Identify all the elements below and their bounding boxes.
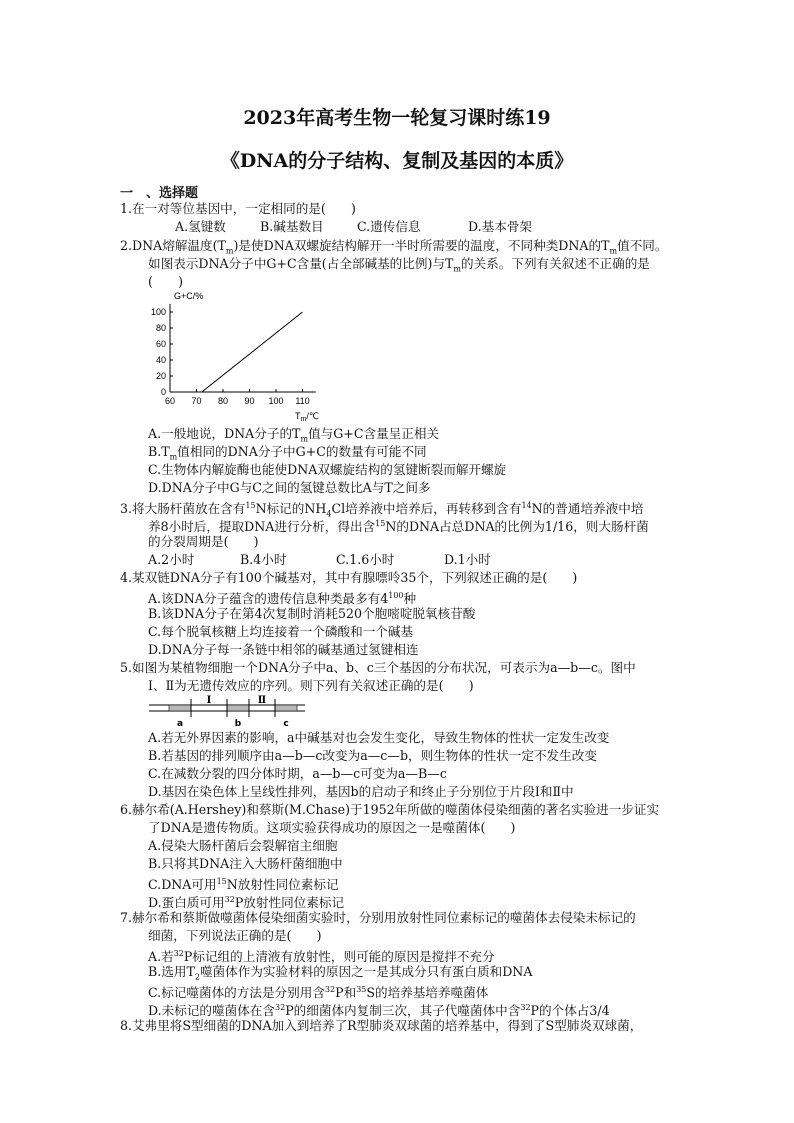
- gene-c-segment: [275, 705, 297, 711]
- q4-option-c: C.每个脱氧核糖上均连接着一个磷酸和一个碱基: [148, 624, 414, 639]
- q3-option-d: D.1小时: [444, 552, 491, 567]
- q6-option-d: D.蛋白质可用$^{32}$P放射性同位素标记: [148, 895, 345, 911]
- q5-option-b: B.若基因的排列顺序由a—b—c改变为a—c—b，则生物体的性状一定不发生改变: [148, 748, 597, 763]
- q2-option-c: C.生物体内解旋酶也能使DNA双螺旋结构的氢键断裂而解开螺旋: [148, 462, 507, 477]
- q2-option-b: $B.T_m$值相同的DNA分子中G+C的数量有可能不同: [148, 444, 427, 462]
- q2-option-d: D.DNA分子中G与C之间的氢键总数比A与T之间多: [148, 480, 431, 495]
- q7-option-d: D.未标记的噬菌体在含$^{32}$P的细菌体内复制三次，其子代噬菌体中含$^{32}$P的个体占3/4: [148, 1003, 610, 1019]
- q5-stem-line2: Ⅰ、Ⅱ为无遗传效应的序列。则下列有关叙述正确的是( ): [148, 678, 474, 693]
- q1-option-c: C.遗传信息: [357, 219, 421, 234]
- chart-y-tick-label: 40: [155, 355, 166, 365]
- q2-option-a: A.一般地说，DNA分子的$T_m$值与G+C含量呈正相关: [148, 426, 440, 444]
- q2-stem-line1: 2.DNA熔解温度$(T_m)$是使DNA双螺旋结构解开一半时所需要的温度，不同种类DNA的$T_m$值不同。: [120, 238, 668, 256]
- page-subtitle: 《DNA的分子结构、复制及基因的本质》: [220, 150, 574, 172]
- q5-option-a: A.若无外界因素的影响，a中碱基对也会发生变化，导致生物体的性状一定发生改变: [148, 730, 610, 745]
- q3-option-c: C.1.6小时: [336, 552, 395, 567]
- q4-option-d: D.DNA分子每一条链中相邻的碱基通过氢键相连: [148, 642, 419, 657]
- q7-option-b: B.选用$T_2$噬菌体作为实验材料的原因之一是其成分只有蛋白质和DNA: [148, 964, 533, 982]
- q5-option-c: C.在减数分裂的四分体时期，a—b—c可变为a—B—c: [148, 766, 447, 781]
- chart-x-tick-label: 80: [217, 396, 229, 406]
- q1-stem: 1.在一对等位基因中，一定相同的是( ): [120, 201, 356, 216]
- q7-option-a: A.若$^{32}$P标记组的上清液有放射性，则可能的原因是搅拌不充分: [148, 949, 495, 965]
- gene-b-label: b: [234, 719, 242, 729]
- q4-stem: 4.某双链DNA分子有100个碱基对，其中有腺嘌呤35个，下列叙述正确的是( ): [120, 570, 578, 585]
- q5-stem-line1: 5.如图为某植物细胞一个DNA分子中a、b、c三个基因的分布状况，可表示为a—b—c。图中: [120, 660, 636, 675]
- q3-option-a: A.2小时: [148, 552, 195, 567]
- page-title: 2023年高考生物一轮复习课时练19: [243, 107, 551, 129]
- q2-stem-line3: ( ): [148, 274, 184, 289]
- q3-stem-line3: 的分裂周期是( ): [148, 534, 259, 549]
- gene-c-label: c: [283, 719, 289, 729]
- chart-y-tick-label: 0: [160, 387, 166, 397]
- section-heading: 一 、选择题: [120, 186, 199, 201]
- q5-option-d: D.基因在染色体上呈线性排列，基因b的启动子和终止子分别位于片段Ⅰ和Ⅱ中: [148, 784, 574, 799]
- gene-a-label: a: [176, 719, 184, 729]
- chart-x-tick-label: 90: [244, 396, 255, 406]
- gc-tm-chart: [140, 287, 340, 427]
- q3-stem-line1: 3.将大肠杆菌放在含有$^{15}$N标记的$NH_4Cl$培养液中培养后，再转移到含有$^{14}$N的普通培养液中培: [120, 501, 644, 519]
- q6-option-a: A.侵染大肠杆菌后会裂解宿主细胞: [148, 838, 338, 853]
- chart-x-label: $T_m/℃$: [295, 411, 319, 423]
- chart-x-tick-label: 60: [164, 396, 176, 406]
- q8-stem-line1: 8.艾弗里将S型细菌的DNA加入到培养了R型肺炎双球菌的培养基中，得到了S型肺炎双球菌，: [120, 1018, 643, 1033]
- gene-a-segment: [169, 705, 191, 711]
- q6-stem-line1: 6.赫尔希(A.Hershey)和蔡斯(M.Chase)于1952年所做的噬菌体侵染细菌的著名实验进一步证实: [120, 802, 660, 817]
- q6-option-c: C.DNA可用$^{15}$N放射性同位素标记: [148, 877, 339, 893]
- chart-y-tick-label: 80: [155, 323, 166, 333]
- q1-option-a: A.氢键数: [175, 219, 226, 234]
- q7-stem-line2: 细菌，下列说法正确的是( ): [148, 928, 322, 943]
- segment-I-label: Ⅰ: [206, 695, 212, 706]
- segment-II-label: Ⅱ: [257, 695, 267, 706]
- q1-option-b: B.碱基数目: [260, 219, 324, 234]
- chart-x-tick-label: 110: [295, 396, 310, 406]
- gene-map-figure: [145, 694, 310, 730]
- chart-y-tick-label: 20: [155, 371, 166, 381]
- chart-y-label: G+C/%: [174, 291, 204, 301]
- chart-series-line: [202, 312, 303, 392]
- q4-option-a: A.该DNA分子蕴含的遗传信息种类最多有$4^{100}$种: [148, 591, 417, 607]
- q3-stem-line2: 养8小时后，提取DNA进行分析，得出含$^{15}$N的DNA占总DNA的比例为1/16，则大肠杆菌: [148, 519, 649, 535]
- q3-option-b: B.4小时: [240, 552, 287, 567]
- chart-y-tick-label: 60: [155, 339, 166, 349]
- q7-stem-line1: 7.赫尔希和蔡斯做噬菌体侵染细菌实验时，分别用放射性同位素标记的噬菌体去侵染未标记的: [120, 910, 636, 925]
- q6-stem-line2: 了DNA是遗传物质。这项实验获得成功的原因之一是噬菌体( ): [148, 820, 516, 835]
- chart-x-tick-label: 100: [268, 396, 284, 406]
- gene-b-segment: [227, 705, 249, 711]
- chart-y-tick-label: 100: [150, 307, 166, 317]
- q6-option-b: B.只将其DNA注入大肠杆菌细胞中: [148, 856, 343, 871]
- q1-option-d: D.基本骨架: [468, 219, 533, 234]
- q2-stem-line2: 如图表示DNA分子中G+C含量(占全部碱基的比例)与$T_m$的关系。下列有关叙述不正确的是: [148, 256, 650, 274]
- q4-option-b: B.该DNA分子在第4次复制时消耗520个胞嘧啶脱氧核苷酸: [148, 606, 476, 621]
- q7-option-c: C.标记噬菌体的方法是分别用含$^{32}$P和$^{35}$S的培养基培养噬菌体: [148, 985, 489, 1001]
- chart-x-tick-label: 70: [191, 396, 202, 406]
